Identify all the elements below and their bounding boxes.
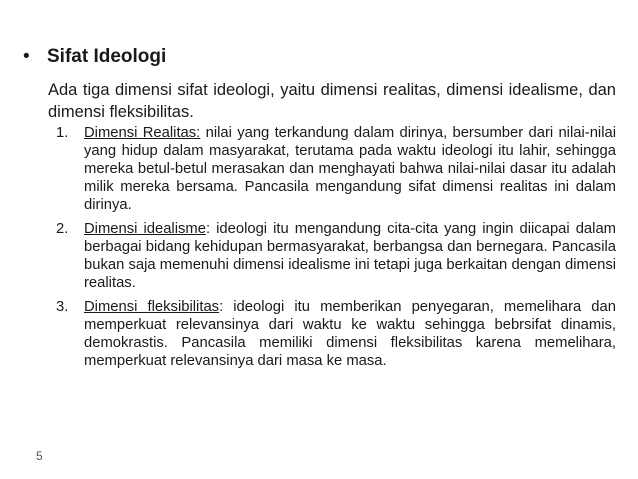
item-term: Dimensi Realitas: xyxy=(84,125,201,141)
intro-paragraph: Ada tiga dimensi sifat ideologi, yaitu dimensi realitas, dimensi idealisme, dan dimensi fleksibilitas. xyxy=(48,81,616,121)
item-term: Dimensi fleksibilitas xyxy=(84,299,220,315)
item-number: 3. xyxy=(56,299,69,315)
item-body xyxy=(84,124,616,214)
item-body xyxy=(84,220,616,292)
item-body xyxy=(84,298,616,370)
slide-heading: Sifat Ideologi xyxy=(47,46,167,67)
list-item xyxy=(56,298,616,370)
item-term: Dimensi idealisme xyxy=(84,221,206,237)
page-number: 5 xyxy=(36,449,43,463)
list-item xyxy=(56,220,616,292)
list-item xyxy=(56,124,616,214)
item-number: 1. xyxy=(56,125,69,141)
item-text: nilai yang terkandung dalam dirinya, bersumber dari nilai-nilai yang hidup dalam masyarakat, terutama pada waktu ideologi itu lahir, sehingga mereka betul-betul merasakan dan menghayati bahwa nilai-nilai dasar itu adalah milik mereka bersama. Pancasila mengandung sifat dimensi realitas ini dalam dirinya. xyxy=(84,125,617,213)
dimension-list xyxy=(56,124,616,376)
item-number: 2. xyxy=(56,221,69,237)
item-text: : ideologi itu mengandung cita-cita yang ingin diicapai dalam berbagai bidang kehidupan bermasyarakat, berbangsa dan bernegara. Pancasila bukan saja memenuhi dimensi idealisme ini tetapi juga berkaitan dengan dimensi realitas. xyxy=(84,221,616,291)
bullet-dot-icon: • xyxy=(23,46,30,67)
item-text: : ideologi itu memberikan penyegaran, memelihara dan memperkuat relevansinya dari waktu ke waktu sehingga bebrsifat dinamis, demokrastis. Pancasila memiliki dimensi fleksibilitas karena memelihara, memperkuat relevansinya dari masa ke masa. xyxy=(84,299,616,369)
heading-row xyxy=(23,46,166,68)
